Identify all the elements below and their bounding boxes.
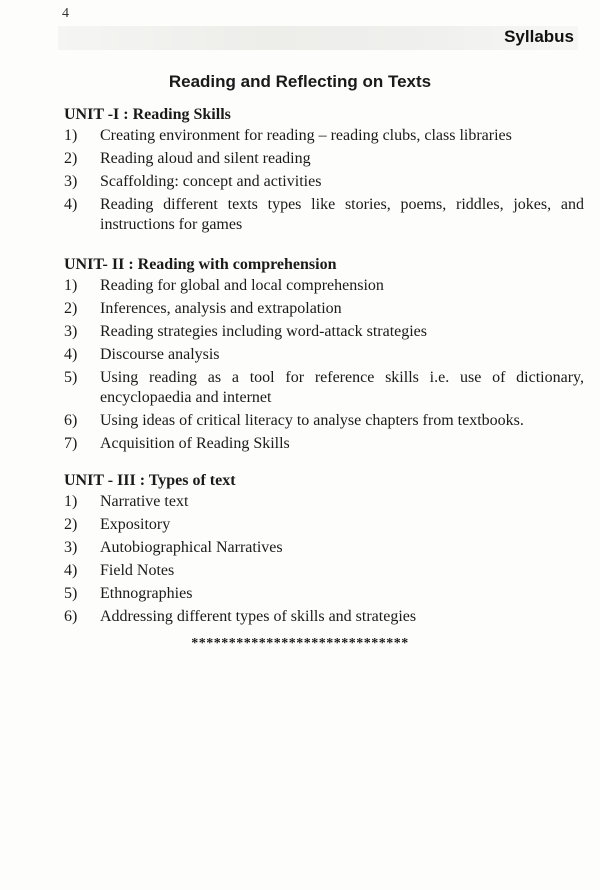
item-number: 7)	[64, 435, 78, 452]
list-item	[64, 195, 584, 235]
item-number: 1)	[64, 277, 78, 294]
item-text: Expository	[100, 516, 171, 533]
item-number: 3)	[64, 539, 78, 556]
page-number: 4	[62, 6, 69, 21]
list-item	[64, 276, 584, 296]
unit-items-list	[64, 492, 584, 627]
unit-2-section	[64, 256, 584, 457]
item-number: 1)	[64, 493, 78, 510]
list-item	[64, 515, 584, 535]
list-item	[64, 434, 584, 454]
item-text: Reading aloud and silent reading	[100, 150, 311, 167]
item-number: 4)	[64, 346, 78, 363]
item-number: 5)	[64, 369, 78, 386]
item-number: 3)	[64, 173, 78, 190]
item-text: Reading different texts types like stories, poems, riddles, jokes, and instructions for games	[100, 196, 584, 233]
list-item	[64, 126, 584, 146]
item-text: Discourse analysis	[100, 346, 220, 363]
list-item	[64, 411, 584, 431]
item-text: Using reading as a tool for reference skills i.e. use of dictionary, encyclopaedia and internet	[100, 369, 584, 406]
list-item	[64, 345, 584, 365]
list-item	[64, 299, 584, 319]
list-item	[64, 492, 584, 512]
unit-heading: UNIT- II : Reading with comprehension	[64, 256, 337, 273]
item-text: Inferences, analysis and extrapolation	[100, 300, 342, 317]
star-divider: *****************************	[191, 636, 409, 651]
unit-heading: UNIT - III : Types of text	[64, 472, 236, 489]
item-text: Addressing different types of skills and strategies	[100, 608, 417, 625]
unit-1-section	[64, 106, 584, 238]
list-item	[64, 172, 584, 192]
item-number: 5)	[64, 585, 78, 602]
unit-3-section	[64, 472, 584, 630]
list-item	[64, 322, 584, 342]
list-item	[64, 607, 584, 627]
list-item	[64, 561, 584, 581]
item-number: 4)	[64, 196, 78, 213]
item-number: 6)	[64, 412, 78, 429]
item-text: Autobiographical Narratives	[100, 539, 283, 556]
item-number: 2)	[64, 150, 78, 167]
item-text: Reading for global and local comprehension	[100, 277, 384, 294]
list-item	[64, 368, 584, 408]
item-number: 2)	[64, 516, 78, 533]
list-item	[64, 584, 584, 604]
item-text: Acquisition of Reading Skills	[100, 435, 290, 452]
item-number: 2)	[64, 300, 78, 317]
item-text: Scaffolding: concept and activities	[100, 173, 322, 190]
item-number: 6)	[64, 608, 78, 625]
item-text: Ethnographies	[100, 585, 193, 602]
header-band	[58, 26, 578, 50]
item-text: Reading strategies including word-attack strategies	[100, 323, 428, 340]
item-text: Narrative text	[100, 493, 189, 510]
item-text: Using ideas of critical literacy to analyse chapters from textbooks.	[100, 412, 524, 429]
item-number: 1)	[64, 127, 78, 144]
item-text: Field Notes	[100, 562, 175, 579]
item-text: Creating environment for reading – reading clubs, class libraries	[100, 127, 512, 144]
item-number: 3)	[64, 323, 78, 340]
list-item	[64, 149, 584, 169]
list-item	[64, 538, 584, 558]
item-number: 4)	[64, 562, 78, 579]
unit-items-list	[64, 276, 584, 454]
unit-items-list	[64, 126, 584, 235]
page-title: Reading and Reflecting on Texts	[168, 72, 432, 91]
unit-heading: UNIT -I : Reading Skills	[64, 106, 231, 123]
section-label: Syllabus	[504, 27, 574, 46]
